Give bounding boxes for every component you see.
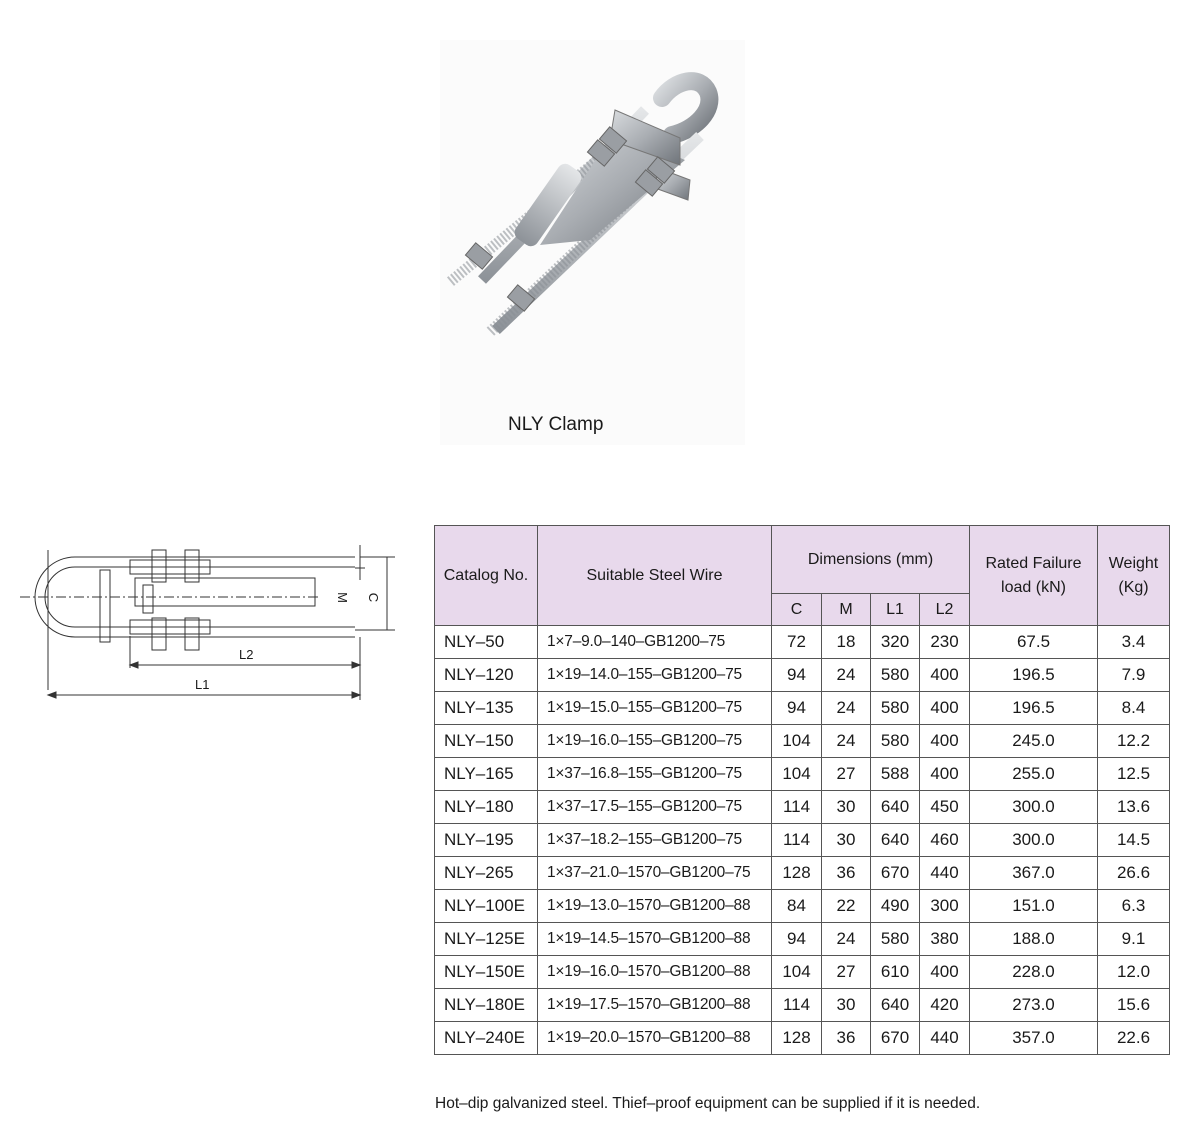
- footnote: Hot–dip galvanized steel. Thief–proof equipment can be supplied if it is needed.: [435, 1095, 981, 1112]
- table-row: [435, 692, 1170, 725]
- table-row: [435, 857, 1170, 890]
- header-m: M: [822, 594, 871, 626]
- cell-weight: 12.2: [1098, 725, 1170, 758]
- cell-l1: 640: [871, 989, 920, 1022]
- cell-l1: 580: [871, 692, 920, 725]
- technical-drawing: [15, 540, 405, 710]
- cell-l1: 580: [871, 923, 920, 956]
- cell-catalog: NLY–100E: [435, 890, 538, 923]
- cell-c: 128: [772, 857, 822, 890]
- header-wire: Suitable Steel Wire: [538, 526, 772, 626]
- table-row: [435, 758, 1170, 791]
- cell-load: 245.0: [970, 725, 1098, 758]
- cell-catalog: NLY–240E: [435, 1022, 538, 1055]
- product-photo: [440, 40, 745, 445]
- cell-weight: 8.4: [1098, 692, 1170, 725]
- cell-c: 94: [772, 923, 822, 956]
- header-load: Rated Failure load (kN): [970, 526, 1098, 626]
- cell-l2: 450: [920, 791, 970, 824]
- cell-m: 36: [822, 1022, 871, 1055]
- cell-l1: 640: [871, 824, 920, 857]
- cell-l1: 588: [871, 758, 920, 791]
- cell-wire: 1×19–16.0–155–GB1200–75: [538, 725, 772, 758]
- cell-m: 24: [822, 692, 871, 725]
- cell-catalog: NLY–180: [435, 791, 538, 824]
- header-l1: L1: [871, 594, 920, 626]
- cell-m: 30: [822, 824, 871, 857]
- table-row: [435, 626, 1170, 659]
- cell-wire: 1×19–15.0–155–GB1200–75: [538, 692, 772, 725]
- cell-load: 300.0: [970, 791, 1098, 824]
- cell-load: 228.0: [970, 956, 1098, 989]
- cell-c: 94: [772, 659, 822, 692]
- cell-l1: 490: [871, 890, 920, 923]
- table-row: [435, 659, 1170, 692]
- cell-l1: 640: [871, 791, 920, 824]
- header-c: C: [772, 594, 822, 626]
- table-row: [435, 890, 1170, 923]
- cell-c: 114: [772, 791, 822, 824]
- table-row: [435, 956, 1170, 989]
- cell-weight: 26.6: [1098, 857, 1170, 890]
- cell-catalog: NLY–180E: [435, 989, 538, 1022]
- cell-load: 357.0: [970, 1022, 1098, 1055]
- cell-load: 67.5: [970, 626, 1098, 659]
- cell-l2: 400: [920, 758, 970, 791]
- cell-c: 72: [772, 626, 822, 659]
- cell-catalog: NLY–150: [435, 725, 538, 758]
- cell-l1: 580: [871, 659, 920, 692]
- cell-m: 36: [822, 857, 871, 890]
- cell-c: 84: [772, 890, 822, 923]
- cell-l1: 320: [871, 626, 920, 659]
- cell-m: 30: [822, 791, 871, 824]
- cell-weight: 7.9: [1098, 659, 1170, 692]
- cell-catalog: NLY–150E: [435, 956, 538, 989]
- cell-wire: 1×19–16.0–1570–GB1200–88: [538, 956, 772, 989]
- cell-l2: 300: [920, 890, 970, 923]
- cell-weight: 12.0: [1098, 956, 1170, 989]
- cell-m: 18: [822, 626, 871, 659]
- cell-load: 273.0: [970, 989, 1098, 1022]
- cell-weight: 22.6: [1098, 1022, 1170, 1055]
- table-row: [435, 989, 1170, 1022]
- cell-m: 30: [822, 989, 871, 1022]
- cell-l2: 400: [920, 659, 970, 692]
- cell-weight: 14.5: [1098, 824, 1170, 857]
- cell-l1: 670: [871, 1022, 920, 1055]
- cell-weight: 13.6: [1098, 791, 1170, 824]
- cell-wire: 1×37–17.5–155–GB1200–75: [538, 791, 772, 824]
- cell-c: 114: [772, 824, 822, 857]
- cell-l1: 580: [871, 725, 920, 758]
- cell-l2: 440: [920, 1022, 970, 1055]
- cell-catalog: NLY–120: [435, 659, 538, 692]
- label-l2: L2: [239, 647, 254, 662]
- photo-caption: NLY Clamp: [508, 414, 604, 435]
- cell-wire: 1×37–18.2–155–GB1200–75: [538, 824, 772, 857]
- cell-c: 94: [772, 692, 822, 725]
- cell-l2: 230: [920, 626, 970, 659]
- cell-load: 300.0: [970, 824, 1098, 857]
- cell-catalog: NLY–165: [435, 758, 538, 791]
- table-row: [435, 824, 1170, 857]
- cell-catalog: NLY–125E: [435, 923, 538, 956]
- cell-catalog: NLY–135: [435, 692, 538, 725]
- cell-catalog: NLY–50: [435, 626, 538, 659]
- cell-weight: 12.5: [1098, 758, 1170, 791]
- cell-wire: 1×19–20.0–1570–GB1200–88: [538, 1022, 772, 1055]
- header-dimensions: Dimensions (mm): [772, 526, 970, 594]
- cell-m: 24: [822, 659, 871, 692]
- cell-l2: 400: [920, 692, 970, 725]
- cell-weight: 3.4: [1098, 626, 1170, 659]
- label-l1: L1: [195, 677, 210, 692]
- cell-catalog: NLY–265: [435, 857, 538, 890]
- cell-c: 104: [772, 758, 822, 791]
- cell-wire: 1×7–9.0–140–GB1200–75: [538, 626, 772, 659]
- cell-c: 128: [772, 1022, 822, 1055]
- cell-load: 188.0: [970, 923, 1098, 956]
- cell-l1: 610: [871, 956, 920, 989]
- table-row: [435, 725, 1170, 758]
- nly-clamp-image: [440, 40, 745, 445]
- cell-l2: 420: [920, 989, 970, 1022]
- cell-load: 151.0: [970, 890, 1098, 923]
- table-row: [435, 923, 1170, 956]
- label-c: C: [366, 592, 382, 603]
- cell-wire: 1×19–13.0–1570–GB1200–88: [538, 890, 772, 923]
- table-row: [435, 1022, 1170, 1055]
- cell-l2: 400: [920, 725, 970, 758]
- cell-wire: 1×37–16.8–155–GB1200–75: [538, 758, 772, 791]
- header-catalog: Catalog No.: [435, 526, 538, 626]
- cell-l2: 460: [920, 824, 970, 857]
- cell-l1: 670: [871, 857, 920, 890]
- cell-c: 104: [772, 725, 822, 758]
- cell-weight: 9.1: [1098, 923, 1170, 956]
- header-weight: Weight (Kg): [1098, 526, 1170, 626]
- cell-m: 27: [822, 758, 871, 791]
- spec-table: [434, 525, 1170, 1055]
- cell-load: 367.0: [970, 857, 1098, 890]
- cell-weight: 15.6: [1098, 989, 1170, 1022]
- cell-m: 24: [822, 923, 871, 956]
- cell-l2: 380: [920, 923, 970, 956]
- cell-c: 104: [772, 956, 822, 989]
- cell-load: 255.0: [970, 758, 1098, 791]
- table-row: [435, 791, 1170, 824]
- cell-l2: 440: [920, 857, 970, 890]
- label-m: M: [334, 592, 350, 603]
- cell-wire: 1×19–14.0–155–GB1200–75: [538, 659, 772, 692]
- cell-wire: 1×19–17.5–1570–GB1200–88: [538, 989, 772, 1022]
- cell-m: 24: [822, 725, 871, 758]
- cell-catalog: NLY–195: [435, 824, 538, 857]
- cell-load: 196.5: [970, 692, 1098, 725]
- cell-weight: 6.3: [1098, 890, 1170, 923]
- header-l2: L2: [920, 594, 970, 626]
- cell-m: 27: [822, 956, 871, 989]
- cell-c: 114: [772, 989, 822, 1022]
- cell-m: 22: [822, 890, 871, 923]
- cell-wire: 1×37–21.0–1570–GB1200–75: [538, 857, 772, 890]
- cell-load: 196.5: [970, 659, 1098, 692]
- cell-wire: 1×19–14.5–1570–GB1200–88: [538, 923, 772, 956]
- cell-l2: 400: [920, 956, 970, 989]
